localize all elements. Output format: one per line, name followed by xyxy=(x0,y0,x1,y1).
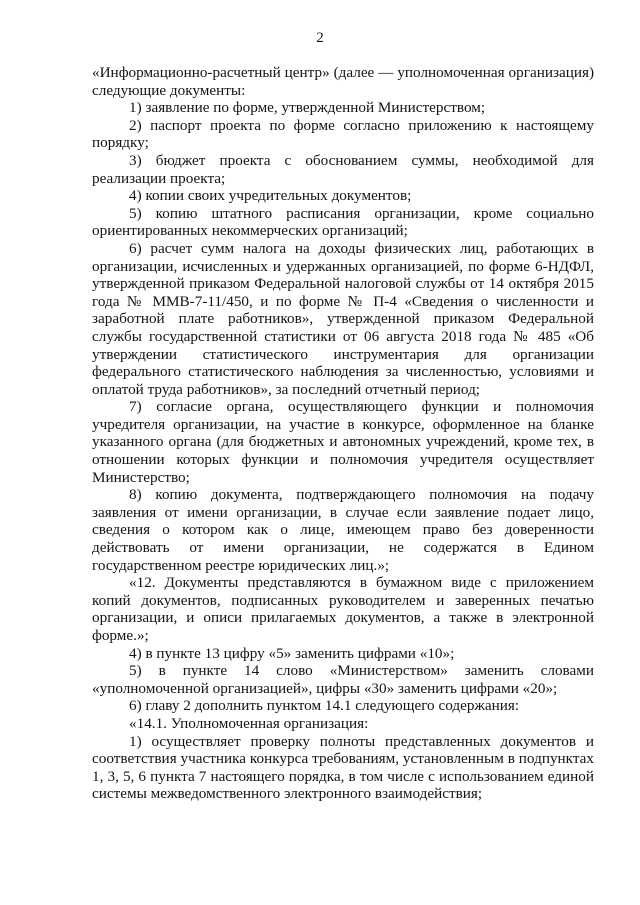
page-number: 2 xyxy=(316,30,324,46)
list-item-2: 2) паспорт проекта по форме согласно приложению к настоящему порядку; xyxy=(92,116,594,152)
list-item-6: 6) расчет сумм налога на доходы физических лиц, работающих в организации, исчисленных и удержанных организацией, по форме 6-НДФЛ, утвержденной приказом Федеральной налоговой службы от 14 октября 2015 года № ММВ-7-11/450, и по форме № П-4 «Сведения о численности и заработной плате работников», утвержденной приказом Федеральной службы государственной статистики от 06 августа 2018 года № 485 «Об утверждении статистического инструментария для организации федерального статистического наблюдения за численностью, условиями и оплатой труда работников», за последний отчетный период; xyxy=(92,239,594,398)
paragraph-intro: «Информационно-расчетный центр» (далее — уполномоченная организация) следующие документы: xyxy=(92,64,594,99)
amendment-5: 5) в пункте 14 слово «Министерством» заменить словами «уполномоченной организацией», цифры «30» заменить цифрами «20»; xyxy=(92,662,594,697)
amendment-6: 6) главу 2 дополнить пунктом 14.1 следующего содержания: xyxy=(129,697,520,715)
list-item-4: 4) копии своих учредительных документов; xyxy=(129,187,412,205)
list-item-8: 8) копию документа, подтверждающего полномочия на подачу заявления от имени организации, в случае если заявление подает лицо, сведения о котором как о лице, имеющем право без доверенности действовать от имени организации, не содержатся в Едином государственном реестре юридических лиц.»; xyxy=(92,486,594,574)
list-item-7: 7) согласие органа, осуществляющего функции и полномочия учредителя организации, на участие в конкурсе, оформленное на бланке указанного органа (для бюджетных и автономных учреждений, кроме тех, в отношении которых функции и полномочия учредителя осуществляет Министерство; xyxy=(92,398,594,486)
clause-14-1: «14.1. Уполномоченная организация: xyxy=(129,714,369,732)
list-item-5: 5) копию штатного расписания организации, кроме социально ориентированных некоммерческих организаций; xyxy=(92,204,594,240)
document-body xyxy=(92,64,594,803)
clause-12: «12. Документы представляются в бумажном виде с приложением копий документов, подписанных руководителем и заверенных печатью организации, и описи прилагаемых документов, а также в электронной форме.»; xyxy=(92,574,594,644)
amendment-4: 4) в пункте 13 цифру «5» заменить цифрами «10»; xyxy=(129,644,455,662)
clause-14-1-item-1: 1) осуществляет проверку полноты представленных документов и соответствия участника конкурса требованиям, установленным в подпунктах 1, 3, 5, 6 пункта 7 настоящего порядка, в том числе с использованием единой системы межведомственного электронного взаимодействия; xyxy=(92,732,594,803)
list-item-3: 3) бюджет проекта с обоснованием суммы, необходимой для реализации проекта; xyxy=(92,151,594,187)
list-item-1: 1) заявление по форме, утвержденной Министерством; xyxy=(129,99,486,117)
